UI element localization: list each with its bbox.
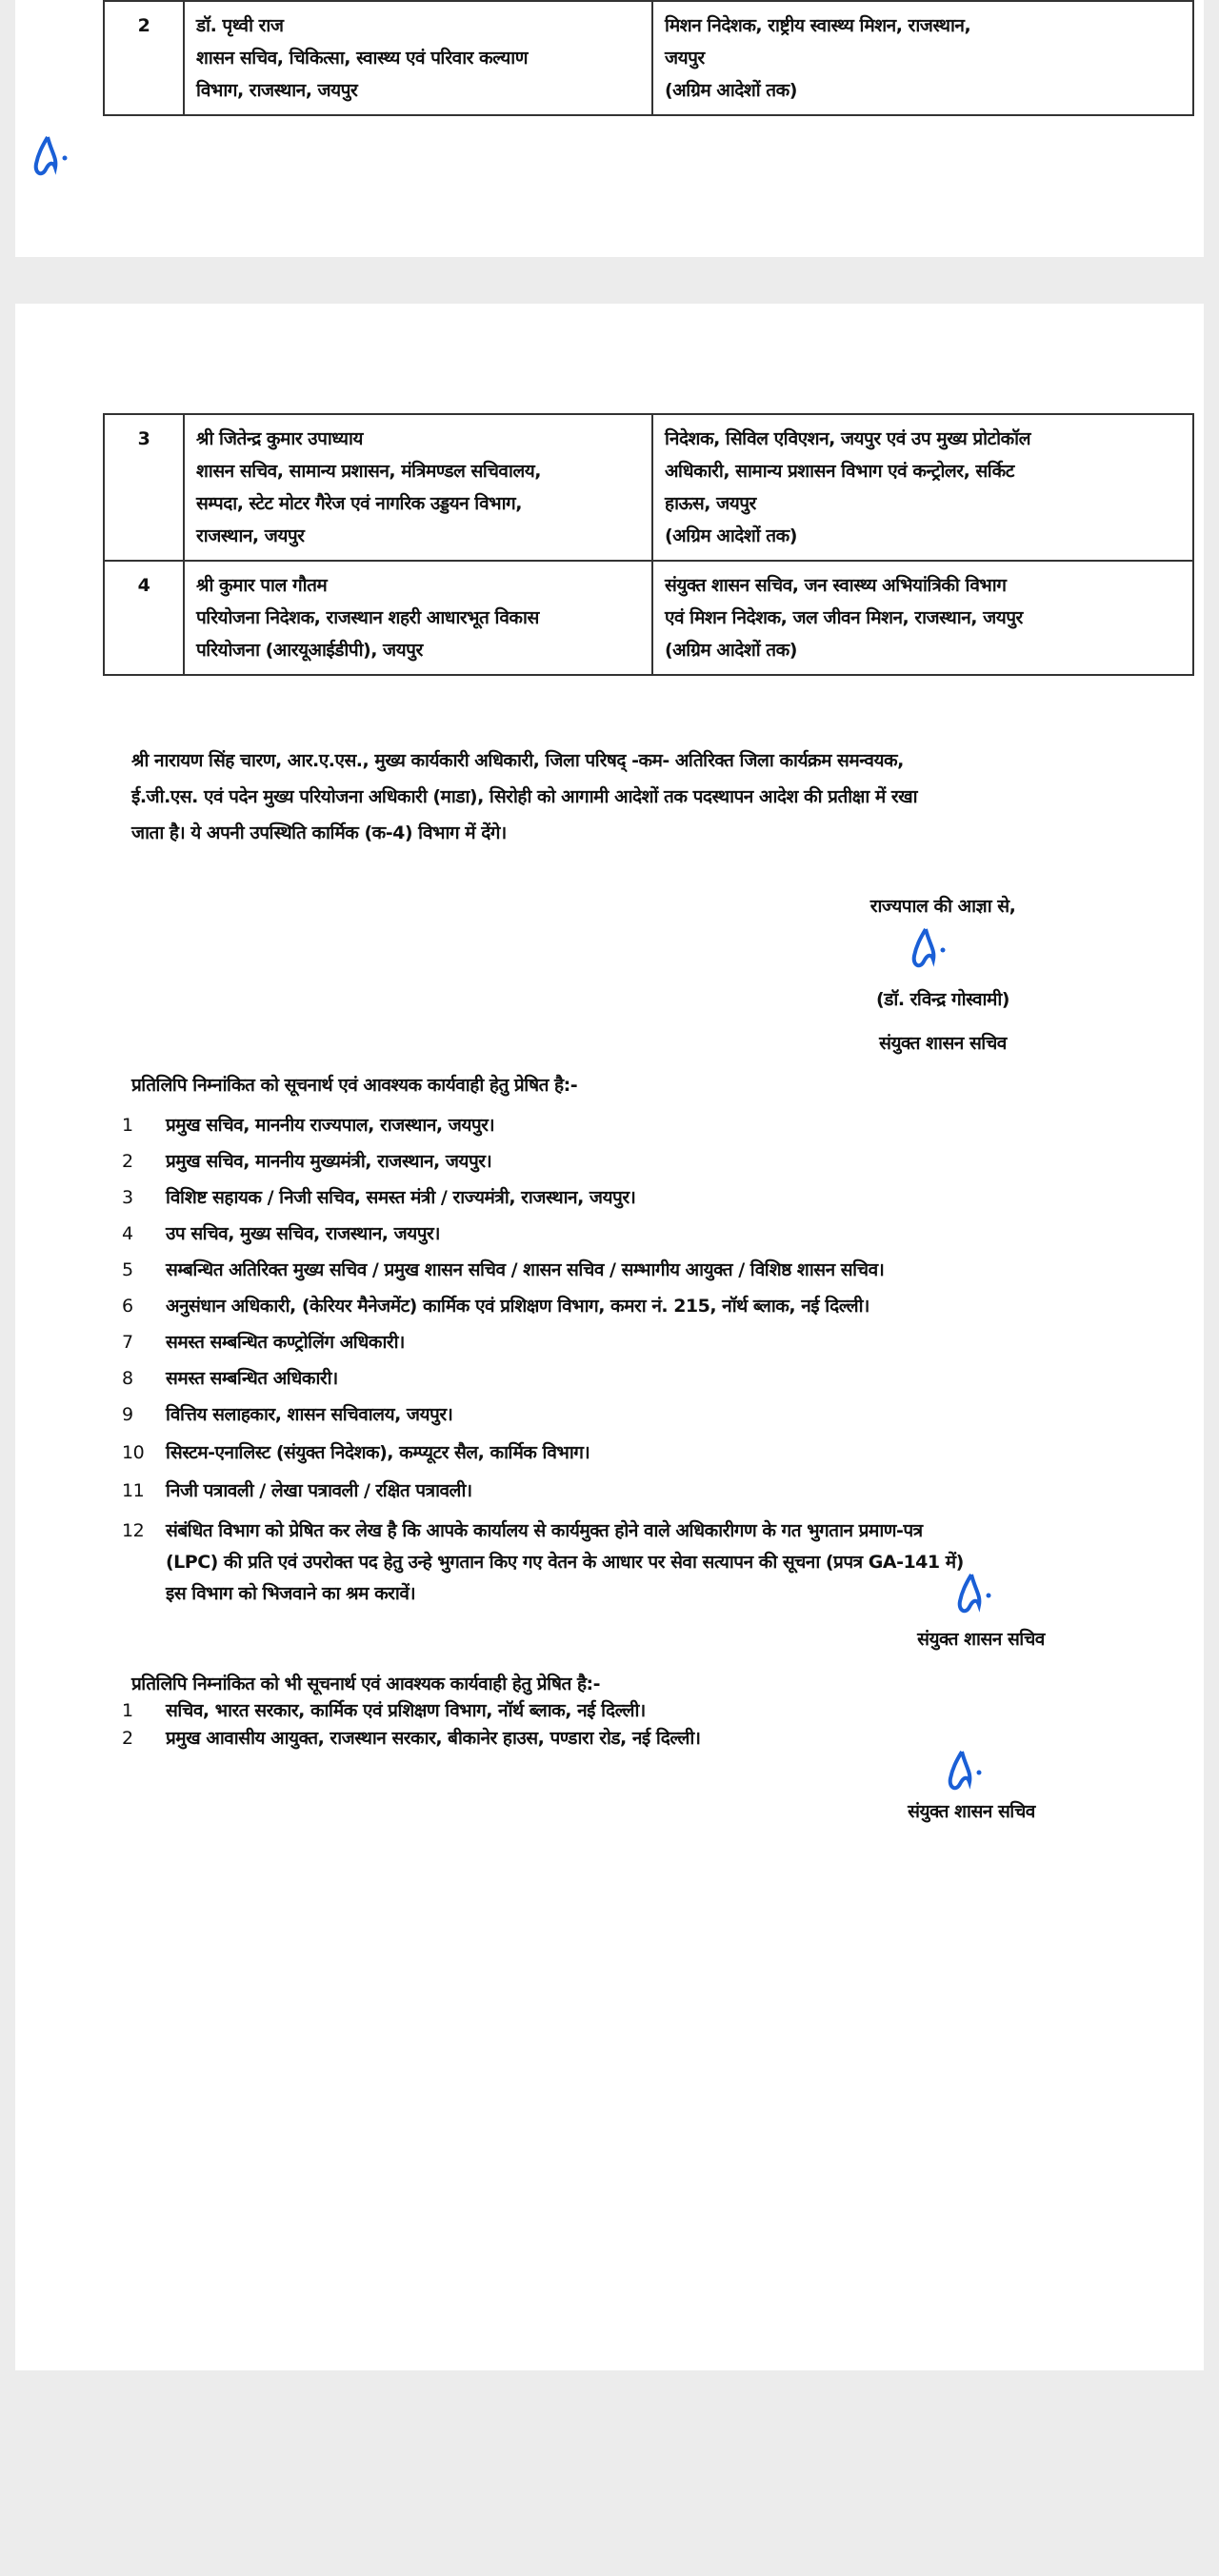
new-post-line: हाऊस, जयपुर — [665, 493, 756, 514]
signatory-designation: संयुक्त शासन सचिव — [879, 1033, 1007, 1054]
item-text: प्रमुख सचिव, माननीय राज्यपाल, राजस्थान, जयपुर। — [166, 1115, 495, 1136]
item-text-line: संबंधित विभाग को प्रेषित कर लेख है कि आपके कार्यालय से कार्यमुक्त होने वाले अधिकारीगण के गत भुगतान प्रमाण-पत्र — [166, 1520, 923, 1541]
copy-list-heading: प्रतिलिपि निम्नांकित को भी सूचनार्थ एवं आवश्यक कार्यवाही हेतु प्रेषित है:- — [131, 1674, 601, 1694]
item-number: 3 — [122, 1187, 133, 1208]
item-text: निजी पत्रावली / लेखा पत्रावली / रक्षित पत्रावली। — [166, 1480, 472, 1501]
signature-icon — [943, 1748, 987, 1795]
item-text: वित्तिय सलाहकार, शासन सचिवालय, जयपुर। — [166, 1404, 453, 1425]
signatory-designation: संयुक्त शासन सचिव — [908, 1801, 1035, 1822]
item-text — [166, 1516, 964, 1610]
item-text: प्रमुख सचिव, माननीय मुख्यमंत्री, राजस्थान, जयपुर। — [166, 1151, 492, 1172]
item-number: 4 — [122, 1223, 133, 1244]
copy-list-heading: प्रतिलिपि निम्नांकित को सूचनार्थ एवं आवश्यक कार्यवाही हेतु प्रेषित है:- — [131, 1075, 578, 1096]
item-text: सचिव, भारत सरकार, कार्मिक एवं प्रशिक्षण विभाग, नॉर्थ ब्लाक, नई दिल्ली। — [166, 1700, 646, 1721]
new-post-line: अधिकारी, सामान्य प्रशासन विभाग एवं कन्ट्रोलर, सर्किट — [665, 461, 1014, 482]
item-number: 8 — [122, 1368, 133, 1389]
item-text: समस्त सम्बन्धित कण्ट्रोलिंग अधिकारी। — [166, 1332, 405, 1353]
signature-icon — [29, 133, 72, 181]
officer-current-post — [184, 1, 652, 115]
item-text: सिस्टम-एनालिस्ट (संयुक्त निदेशक), कम्प्यूटर सैल, कार्मिक विभाग। — [166, 1442, 590, 1463]
by-order-text: राज्यपाल की आज्ञा से, — [869, 896, 1016, 917]
row-number: 4 — [104, 561, 184, 675]
item-number: 9 — [122, 1404, 133, 1425]
posting-table-top — [103, 0, 1194, 116]
item-number: 10 — [122, 1442, 145, 1463]
current-post-line: परियोजना निदेशक, राजस्थान शहरी आधारभूत विकास — [196, 607, 539, 628]
item-text: विशिष्ट सहायक / निजी सचिव, समस्त मंत्री / राज्यमंत्री, राजस्थान, जयपुर। — [166, 1187, 636, 1208]
posting-table-main — [103, 413, 1194, 676]
new-posting — [652, 561, 1193, 675]
item-number: 1 — [122, 1115, 133, 1136]
signature-icon — [952, 1571, 996, 1618]
item-text: अनुसंधान अधिकारी, (केरियर मैनेजमेंट) कार्मिक एवं प्रशिक्षण विभाग, कमरा नं. 215, नॉर्थ ब्लाक, नई दिल्ली। — [166, 1296, 869, 1317]
new-post-line: (अग्रिम आदेशों तक) — [665, 640, 797, 661]
row-number: 3 — [104, 414, 184, 561]
item-text: समस्त सम्बन्धित अधिकारी। — [166, 1368, 338, 1389]
item-number: 5 — [122, 1259, 133, 1280]
item-text: प्रमुख आवासीय आयुक्त, राजस्थान सरकार, बीकानेर हाउस, पण्डारा रोड, नई दिल्ली। — [166, 1728, 701, 1749]
current-post-line: परियोजना (आरयूआईडीपी), जयपुर — [196, 640, 423, 661]
item-number: 11 — [122, 1480, 145, 1501]
signatory-designation: संयुक्त शासन सचिव — [917, 1629, 1045, 1650]
officer-name: श्री कुमार पाल गौतम — [196, 575, 328, 596]
item-number: 12 — [122, 1520, 145, 1541]
paragraph-line: श्री नारायण सिंह चारण, आर.ए.एस., मुख्य कार्यकारी अधिकारी, जिला परिषद् -कम- अतिरिक्त जिला कार्यक्रम समन्वयक, — [131, 750, 904, 771]
item-number: 2 — [122, 1728, 133, 1749]
officer-current-post — [184, 561, 652, 675]
paragraph-line: जाता है। ये अपनी उपस्थिति कार्मिक (क-4) विभाग में देंगे। — [131, 822, 507, 843]
new-post-line: (अग्रिम आदेशों तक) — [665, 525, 797, 546]
item-number: 2 — [122, 1151, 133, 1172]
paragraph-line: ई.जी.एस. एवं पदेन मुख्य परियोजना अधिकारी (माडा), सिरोही को आगामी आदेशों तक पदस्थापन आदेश की प्रतीक्षा में रखा — [131, 786, 918, 807]
row-number: 2 — [104, 1, 184, 115]
item-number: 6 — [122, 1296, 133, 1317]
current-post-line: शासन सचिव, चिकित्सा, स्वास्थ्य एवं परिवार कल्याण — [196, 48, 528, 69]
new-posting — [652, 1, 1193, 115]
table-row — [104, 414, 1193, 561]
current-post-line: विभाग, राजस्थान, जयपुर — [196, 80, 358, 101]
signature-icon — [907, 925, 950, 973]
new-post-line: जयपुर — [665, 48, 705, 69]
current-post-line: राजस्थान, जयपुर — [196, 525, 305, 546]
item-text: सम्बन्धित अतिरिक्त मुख्य सचिव / प्रमुख शासन सचिव / शासन सचिव / सम्भागीय आयुक्त / विशिष्ठ शासन सचिव। — [166, 1259, 885, 1280]
new-post-line: निदेशक, सिविल एविएशन, जयपुर एवं उप मुख्य प्रोटोकॉल — [665, 428, 1030, 449]
officer-name: श्री जितेन्द्र कुमार उपाध्याय — [196, 428, 363, 449]
table-row — [104, 561, 1193, 675]
item-text-line: इस विभाग को भिजवाने का श्रम करावें। — [166, 1583, 416, 1604]
item-number: 7 — [122, 1332, 133, 1353]
item-number: 1 — [122, 1700, 133, 1721]
new-post-line: (अग्रिम आदेशों तक) — [665, 80, 797, 101]
new-posting — [652, 414, 1193, 561]
officer-name: डॉ. पृथ्वी राज — [196, 15, 284, 36]
current-post-line: सम्पदा, स्टेट मोटर गैरेज एवं नागरिक उड्डयन विभाग, — [196, 493, 522, 514]
new-post-line: संयुक्त शासन सचिव, जन स्वास्थ्य अभियांत्रिकी विभाग — [665, 575, 1007, 596]
new-post-line: एवं मिशन निदेशक, जल जीवन मिशन, राजस्थान, जयपुर — [665, 607, 1023, 628]
new-post-line: मिशन निदेशक, राष्ट्रीय स्वास्थ्य मिशन, राजस्थान, — [665, 15, 971, 36]
current-post-line: शासन सचिव, सामान्य प्रशासन, मंत्रिमण्डल सचिवालय, — [196, 461, 541, 482]
item-text: उप सचिव, मुख्य सचिव, राजस्थान, जयपुर। — [166, 1223, 441, 1244]
table-row — [104, 1, 1193, 115]
waiting-order-paragraph — [131, 743, 917, 851]
officer-current-post — [184, 414, 652, 561]
item-text-line: (LPC) की प्रति एवं उपरोक्त पद हेतु उन्हे भुगतान किए गए वेतन के आधार पर सेवा सत्यापन की सूचना (प्रपत्र GA-141 में) — [166, 1552, 964, 1573]
signatory-name: (डॉ. रविन्द्र गोस्वामी) — [876, 989, 1009, 1010]
